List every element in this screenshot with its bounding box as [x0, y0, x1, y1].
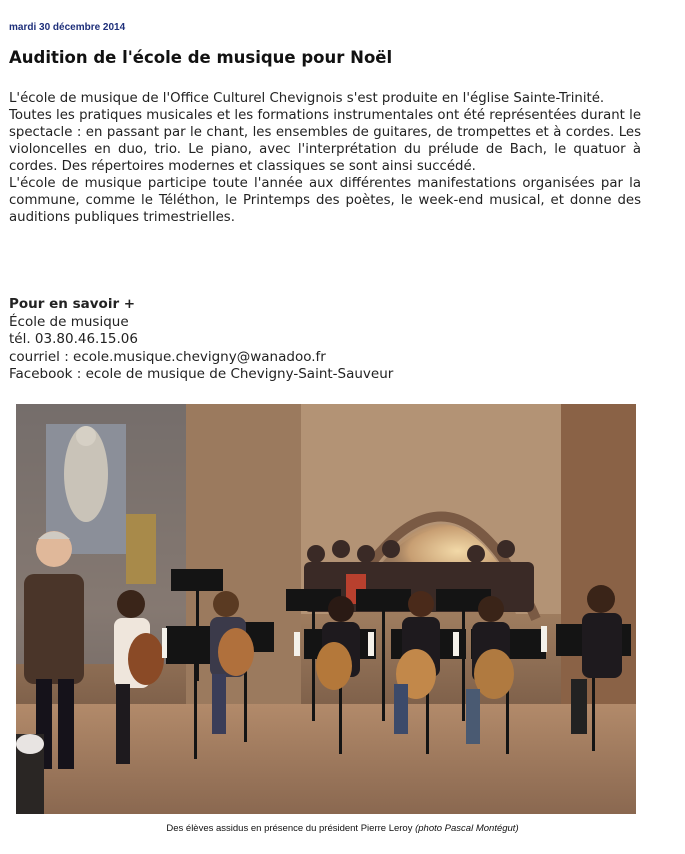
- contact-name: École de musique: [9, 313, 129, 330]
- article-title: Audition de l'école de musique pour Noël: [9, 48, 393, 67]
- contact-block: [9, 296, 393, 384]
- caption-text: Des élèves assidus en présence du président Pierre Leroy: [166, 823, 413, 834]
- contact-heading: Pour en savoir +: [9, 296, 136, 312]
- article-body: [9, 90, 641, 226]
- contact-phone: tél. 03.80.46.15.06: [9, 331, 138, 347]
- paragraph: L'école de musique de l'Office Culturel Chevignois s'est produite en l'église Sainte-Trinité.: [9, 91, 605, 106]
- paragraph: Toutes les pratiques musicales et les formations instrumentales ont été représentées durant le spectacle : en passant par le chant, les ensembles de guitares, de trompettes et à cordes. Les violoncelles en duo, trio. Le piano, avec l'interprétation du prélude de Bach, le quatuor à cordes. Des répertoires modernes et classiques se sont ainsi succédé.: [9, 108, 641, 174]
- concert-photo: [16, 404, 636, 814]
- photo-credit: (photo Pascal Montégut): [415, 823, 519, 834]
- paragraph: L'école de musique participe toute l'année aux différentes manifestations organisées par la commune, comme le Téléthon, le Printemps des poètes, le week-end musical, et donne des auditions publiques trimestrielles.: [9, 176, 641, 225]
- contact-email: courriel : ecole.musique.chevigny@wanadoo.fr: [9, 348, 326, 365]
- photo-caption: [0, 823, 685, 834]
- contact-facebook: Facebook : ecole de musique de Chevigny-Saint-Sauveur: [9, 366, 394, 382]
- article-photo: [16, 404, 636, 814]
- article-date: mardi 30 décembre 2014: [9, 22, 126, 33]
